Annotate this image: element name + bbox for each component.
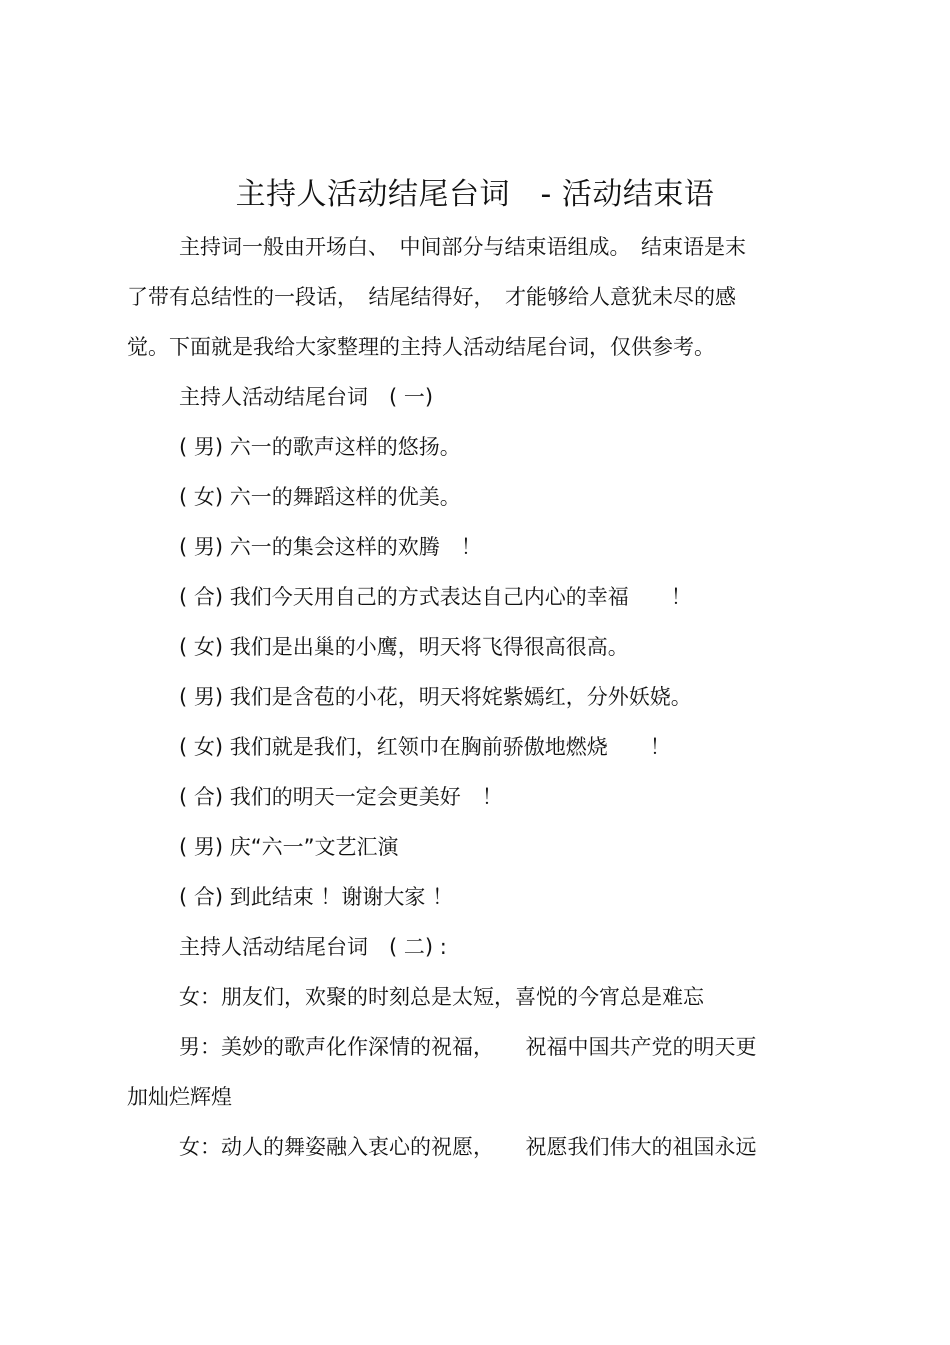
paragraph-line: 了带有总结性的一段话， 结尾结得好， 才能够给人意犹未尽的感 (127, 285, 736, 309)
script-line: ( 合) 到此结束 ！谢谢大家 ！ (179, 885, 454, 909)
script-line-continuation: 加灿烂辉煌 (127, 1085, 232, 1109)
paragraph-line: 主持词一般由开场白、 中间部分与结束语组成。 结束语是末 (179, 235, 746, 259)
script-line: ( 合) 我们的明天一定会更美好 ！ (179, 785, 503, 809)
script-line: ( 合) 我们今天用自己的方式表达自己内心的幸福 ！ (179, 585, 692, 609)
script-line: ( 女) 六一的舞蹈这样的优美。 (179, 485, 461, 509)
script-line: ( 男) 庆“六一”文艺汇演 (179, 835, 399, 859)
script-line: ( 女) 我们就是我们，红领巾在胸前骄傲地燃烧 ！ (179, 735, 671, 759)
document-body (127, 222, 827, 1172)
script-line: ( 男) 六一的歌声这样的悠扬。 (179, 435, 461, 459)
script-line: ( 男) 我们是含苞的小花，明天将姹紫嫣红，分外妖娆。 (179, 685, 692, 709)
script-line: 男：美妙的歌声化作深情的祝福， 祝福中国共产党的明天更 (179, 1035, 757, 1059)
script-line: 女：朋友们，欢聚的时刻总是太短，喜悦的今宵总是难忘 (179, 985, 704, 1009)
section-heading: 主持人活动结尾台词 ( 二) : (179, 935, 447, 959)
document-title: 主持人活动结尾台词 - 活动结束语 (235, 177, 715, 212)
script-line: ( 女) 我们是出巢的小鹰，明天将飞得很高很高。 (179, 635, 629, 659)
script-line: ( 男) 六一的集会这样的欢腾 ！ (179, 535, 482, 559)
script-line: 女：动人的舞姿融入衷心的祝愿， 祝愿我们伟大的祖国永远 (179, 1135, 757, 1159)
paragraph-line: 觉。下面就是我给大家整理的主持人活动结尾台词，仅供参考。 (127, 335, 715, 359)
section-heading: 主持人活动结尾台词 ( 一) (179, 385, 434, 409)
